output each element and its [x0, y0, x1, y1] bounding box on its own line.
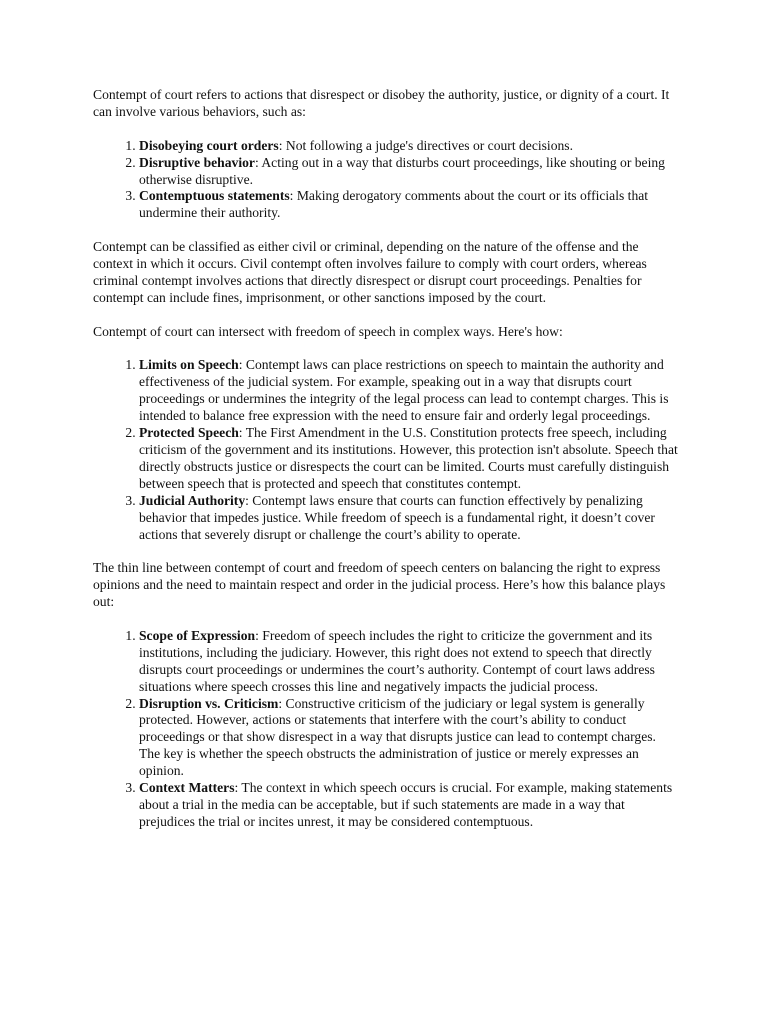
list-item — [139, 188, 678, 222]
list-item — [139, 155, 678, 189]
list-item-text: : Freedom of speech includes the right to criticize the government and its institutions, including the judiciary. However, this right does not extend to speech that directly disrupts court proceedings or undermines the court’s authority. Contempt of court laws address situations where speech crosses this line and negatively impacts the judicial process. — [139, 627, 655, 694]
list-item-text: : Not following a judge's directives or court decisions. — [278, 137, 573, 153]
list-item-text: : Contempt laws ensure that courts can function effectively by penalizing behavior that impedes justice. While freedom of speech is a fundamental right, it doesn’t cover actions that severely disrupt or challenge the court’s ability to operate. — [139, 492, 655, 542]
list-item — [139, 357, 678, 425]
behaviors-list — [93, 138, 678, 223]
list-item-text: : Constructive criticism of the judiciary or legal system is generally protected. However, actions or statements that interfere with the court’s ability to conduct proceedings or that show disrespect in a way that disrupts justice can lead to contempt charges. The key is whether the speech obstructs the administration of justice or merely expresses an opinion. — [139, 695, 656, 779]
list-item-term: Disruption vs. Criticism — [139, 695, 279, 711]
list-item-text: : The context in which speech occurs is crucial. For example, making statements about a trial in the media can be acceptable, but if such statements are made in a way that prejudices the trial or incites unrest, it may be considered contemptuous. — [139, 780, 673, 829]
intro-paragraph: Contempt of court refers to actions that disrespect or disobey the authority, justice, or dignity of a court. It can involve various behaviors, such as: — [93, 87, 670, 119]
list-item-text: : Making derogatory comments about the court or its officials that undermine their authority. — [139, 188, 649, 221]
balance-intro-paragraph: The thin line between contempt of court and freedom of speech centers on balancing the right to express opinions and the need to maintain respect and order in the judicial process. Here’s how this balance plays out: — [93, 560, 666, 610]
document-body — [93, 87, 678, 848]
list-item — [139, 425, 678, 493]
list-item-term: Scope of Expression — [139, 627, 256, 643]
speech-intro-paragraph: Contempt of court can intersect with freedom of speech in complex ways. Here's how: — [93, 323, 563, 339]
list-item-term: Protected Speech — [139, 425, 239, 441]
list-item-text: : The First Amendment in the U.S. Constitution protects free speech, including criticism of the government and its institutions. However, this protection isn't absolute. Speech that directly obstructs justice or disrespects the court can be limited. Courts must carefully distinguish between speech that is protected and speech that constitutes contempt. — [139, 425, 678, 491]
list-item-term: Context Matters — [139, 780, 235, 796]
list-item-term: Disobeying court orders — [139, 137, 279, 153]
list-item — [139, 780, 678, 831]
list-item-term: Contemptuous statements — [139, 188, 290, 204]
list-item-term: Limits on Speech — [139, 357, 239, 373]
list-item — [139, 138, 678, 155]
list-item — [139, 493, 678, 544]
list-item-text: : Acting out in a way that disturbs court proceedings, like shouting or being otherwise disruptive. — [139, 154, 665, 187]
balance-points-list — [93, 628, 678, 831]
list-item-term: Disruptive behavior — [139, 154, 255, 170]
list-item-term: Judicial Authority — [139, 492, 246, 508]
list-item-text: : Contempt laws can place restrictions on speech to maintain the authority and effectiveness of the judicial system. For example, speaking out in a way that disrupts court proceedings or undermines the integrity of the legal process can lead to contempt charges. This is intended to balance free expression with the need to ensure fair and orderly legal proceedings. — [139, 357, 669, 424]
classification-paragraph: Contempt can be classified as either civil or criminal, depending on the nature of the offense and the context in which it occurs. Civil contempt often involves failure to comply with court orders, whereas criminal contempt involves actions that directly disrespect or disrupt court proceedings. Penalties for contempt can include fines, imprisonment, or other sanctions imposed by the court. — [93, 239, 647, 305]
list-item — [139, 696, 678, 781]
speech-points-list — [93, 357, 678, 543]
list-item — [139, 628, 678, 696]
